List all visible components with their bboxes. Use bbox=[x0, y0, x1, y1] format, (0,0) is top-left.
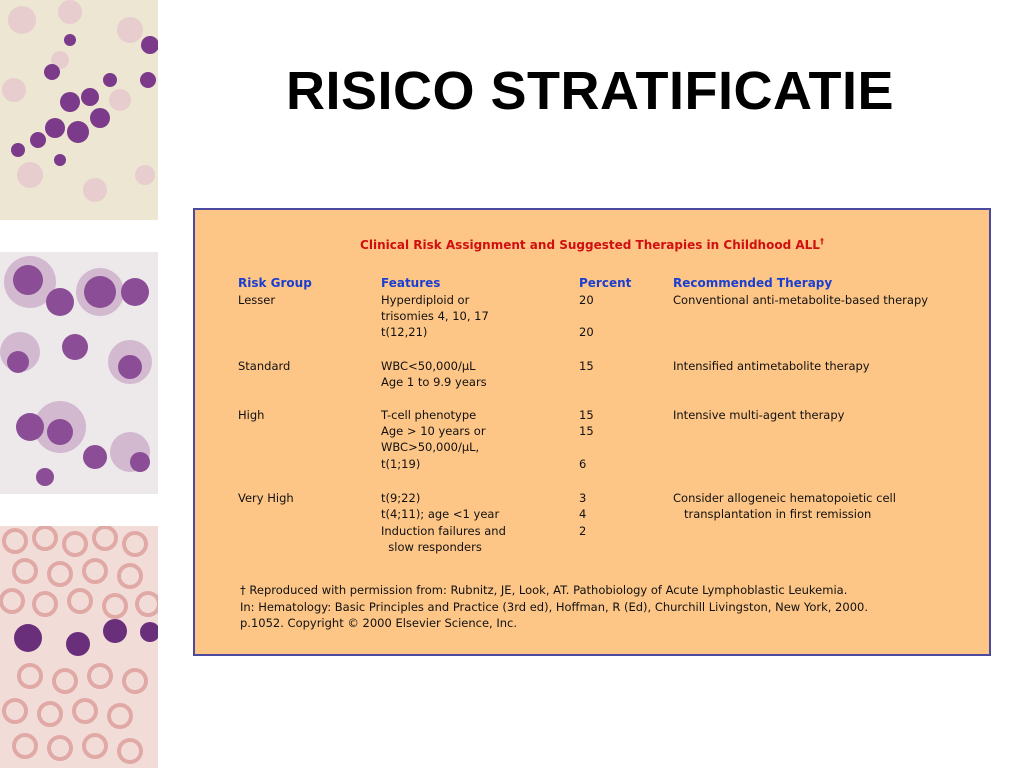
blood-smear-image-2 bbox=[0, 252, 158, 494]
risk-group-cell: Standard bbox=[238, 359, 291, 373]
percent-cell: 15 bbox=[579, 359, 594, 373]
page-title: RISICO STRATIFICATIE bbox=[286, 61, 894, 121]
percent-cell: 20 bbox=[579, 325, 594, 339]
risk-table-panel bbox=[193, 208, 991, 656]
percent-cell: 15 bbox=[579, 424, 594, 438]
percent-cell: 4 bbox=[579, 507, 587, 521]
therapy-cell: Intensive multi-agent therapy bbox=[673, 408, 845, 422]
risk-group-cell: Very High bbox=[238, 491, 294, 505]
percent-cell: 3 bbox=[579, 491, 587, 505]
feature-cell: Age > 10 years or bbox=[381, 424, 486, 438]
risk-group-cell: Lesser bbox=[238, 293, 276, 307]
footnote-line: In: Hematology: Basic Principles and Practice (3rd ed), Hoffman, R (Ed), Churchill Livingston, New York, 2000. bbox=[240, 599, 868, 614]
blood-smear-image-3 bbox=[0, 526, 158, 768]
percent-cell: 15 bbox=[579, 408, 594, 422]
feature-cell: Age 1 to 9.9 years bbox=[381, 375, 487, 389]
therapy-cell: transplantation in first remission bbox=[673, 507, 872, 521]
feature-cell: t(4;11); age <1 year bbox=[381, 507, 500, 521]
feature-cell: t(9;22) bbox=[381, 491, 421, 505]
header-features: Features bbox=[381, 276, 441, 290]
footnote bbox=[240, 582, 868, 632]
header-risk-group: Risk Group bbox=[238, 276, 312, 290]
footnote-line: † Reproduced with permission from: Rubnitz, JE, Look, AT. Pathobiology of Acute Lymphoblastic Leukemia. bbox=[240, 583, 848, 597]
blood-smear-image-1 bbox=[0, 0, 158, 220]
feature-cell: WBC<50,000/μL bbox=[381, 359, 476, 373]
footnote-line: p.1052. Copyright © 2000 Elsevier Science, Inc. bbox=[240, 616, 517, 630]
header-percent: Percent bbox=[579, 276, 632, 290]
feature-cell: WBC>50,000/μL, bbox=[381, 440, 480, 454]
feature-cell: t(12,21) bbox=[381, 325, 428, 339]
percent-cell: 20 bbox=[579, 293, 594, 307]
therapy-cell: Intensified antimetabolite therapy bbox=[673, 359, 870, 373]
feature-cell: Hyperdiploid or bbox=[381, 293, 470, 307]
percent-cell: 6 bbox=[579, 457, 587, 471]
feature-cell: Induction failures and bbox=[381, 524, 506, 538]
feature-cell: T-cell phenotype bbox=[381, 408, 477, 422]
table-title: Clinical Risk Assignment and Suggested Therapies in Childhood ALL† bbox=[360, 237, 824, 252]
therapy-cell: Consider allogeneic hematopoietic cell bbox=[673, 491, 896, 505]
risk-group-cell: High bbox=[238, 408, 265, 422]
header-therapy: Recommended Therapy bbox=[673, 276, 833, 290]
feature-cell: slow responders bbox=[381, 540, 482, 554]
feature-cell: trisomies 4, 10, 17 bbox=[381, 309, 489, 323]
feature-cell: t(1;19) bbox=[381, 457, 421, 471]
percent-cell: 2 bbox=[579, 524, 587, 538]
therapy-cell: Conventional anti-metabolite-based therapy bbox=[673, 293, 929, 307]
